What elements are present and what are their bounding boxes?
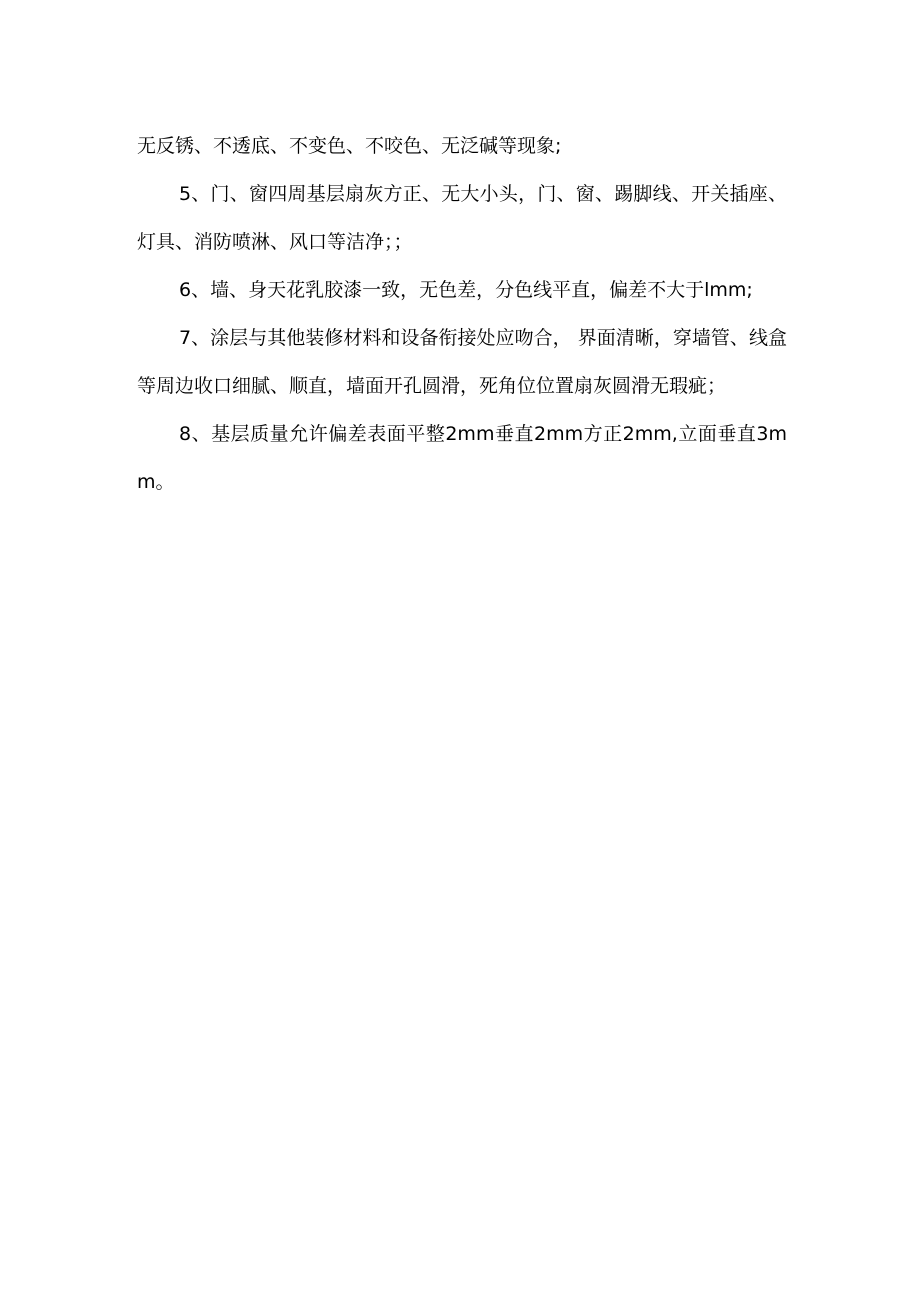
document-body <box>137 122 787 506</box>
paragraph-item-5: 5、门、窗四周基层扇灰方正、无大小头，门、窗、踢脚线、开关插座、灯具、消防喷淋、风口等洁净；； <box>137 183 787 253</box>
paragraph-continuation: 无反锈、不透底、不变色、不咬色、无泛碱等现象; <box>137 135 562 157</box>
paragraph-item-8: 8、基层质量允许偏差表面平整2mm垂直2mm方正2mm,立面垂直3mm。 <box>137 423 787 493</box>
paragraph-item-6: 6、墙、身天花乳胶漆一致，无色差，分色线平直，偏差不大于lmm; <box>179 279 753 301</box>
paragraph-item-7: 7、涂层与其他装修材料和设备衔接处应吻合， 界面清晰，穿墙管、线盒等周边收口细腻、顺直，墙面开孔圆滑，死角位位置扇灰圆滑无瑕疵； <box>137 327 787 397</box>
